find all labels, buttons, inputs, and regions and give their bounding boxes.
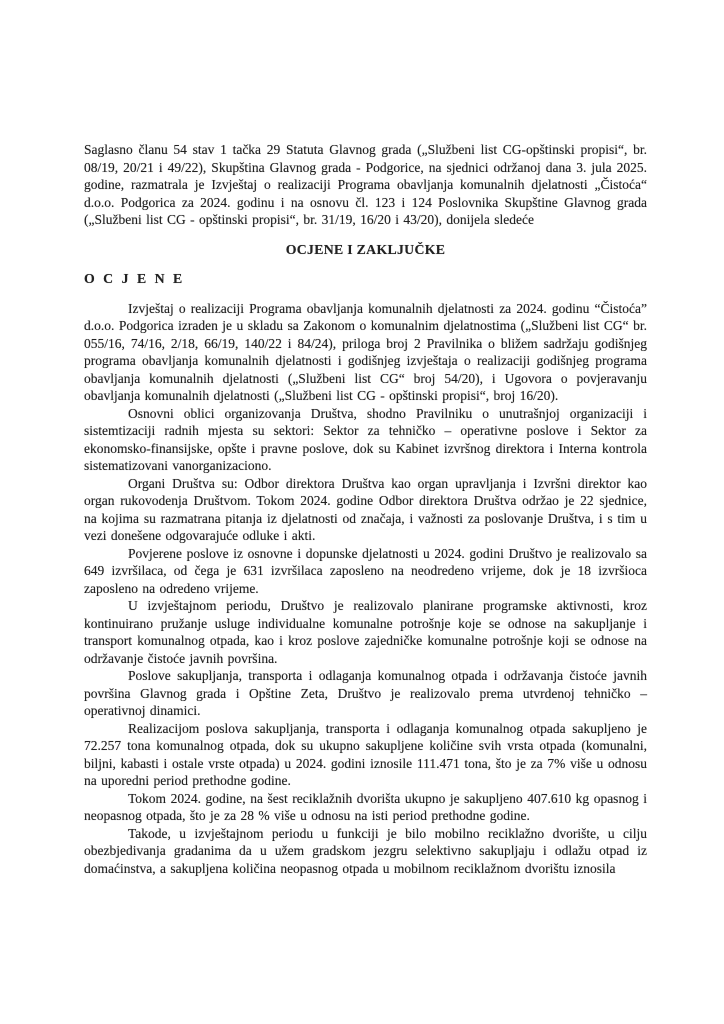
body-paragraph-employees: Povjerene poslove iz osnovne i dopunske djelatnosti u 2024. godini Društvo je realizovalo sa 649 izvršilaca, od čega je 631 izvršilaca zaposleno na neodredeno vrijeme, dok je 18 izvršioca zaposleno na odredeno vrijeme. xyxy=(84,545,647,596)
body-paragraph-report-basis: Izvještaj o realizaciji Programa obavljanja komunalnih djelatnosti za 2024. godinu “Čistoća” d.o.o. Podgorica izraden je u skladu sa Zakonom o komunalnim djelatnostima („Službeni list CG“ br. 055/16, 74/16, 2/18, 66/19, 140/22 i 84/24), priloga broj 2 Pravilnika o bližem sadržaju godišnjeg programa obavljanja komunalnih djelatnosti i godišnjeg izvještaja o realizaciji godišnjeg programa obavljanja komunalnih djelatnosti („Službeni list CG“ broj 54/20), i Ugovora o povjeravanju obavljanja komunalnih djelatnosti („Službeni list CG - opštinski propisi“, broj 16/20). xyxy=(84,300,647,403)
body-paragraph-waste-tonnage: Realizacijom poslova sakupljanja, transporta i odlaganja komunalnog otpada sakupljeno je 72.257 tona komunalnog otpada, dok su ukupno sakupljene količine svih vrsta otpada (komunalni, biljni, kabasti i ostale vrste otpada) u 2024. godini iznosile 111.471 tona, što je za 7% više u odnosu na uporedni period prethodne godine. xyxy=(84,720,647,788)
section-title-ocjene: O C J E N E xyxy=(84,270,185,286)
intro-paragraph: Saglasno članu 54 stav 1 tačka 29 Statuta Glavnog grada („Službeni list CG-opštinski propisi“, br. 08/19, 20/21 i 49/22), Skupština Glavnog grada - Podgorice, na sjednici održanoj dana 3. jula 2025. godine, razmatrala je Izvještaj o realizaciji Programa obavljanja komunalnih djelatnosti „Čistoća“ d.o.o. Podgorica za 2024. godinu i na osnovu čl. 123 i 124 Poslovnika Skupštine Glavnog grada („Službeni list CG - opštinski propisi“, br. 31/19, 16/20 i 43/20), donijela sledeće xyxy=(84,142,647,227)
body-paragraph-organs: Organi Društva su: Odbor direktora Društva kao organ upravljanja i Izvršni direktor kao organ rukovodenja Društvom. Tokom 2024. godine Odbor direktora Društva održao je 22 sjednice, na kojima su razmatrana pitanja iz djelatnosti od značaja, i važnosti za poslovanje Društva, i s tim u vezi donešene odgovarajuće odluke i akti. xyxy=(84,475,647,543)
body-paragraph-activities: U izvještajnom periodu, Društvo je realizovalo planirane programske aktivnosti, kroz kontinuirano pružanje usluge individualne komunalne potrošnje koje se odnose na sakupljanje i transport komunalnog otpada, kao i kroz poslove zajedničke komunalne potrošnje koji se odnose na održavanje čistoće javnih površina. xyxy=(84,598,647,666)
document-heading: OCJENE I ZAKLJUČKE xyxy=(285,241,446,257)
body-paragraph-organization: Osnovni oblici organizovanja Društva, shodno Pravilniku o unutrašnjoj organizaciji i sistemtizaciji radnih mjesta su sektori: Sektor za tehničko – operativne poslove i Sektor za ekonomsko-finansijske, opšte i pravne poslove, dok su Kabinet izvršnog direktora i Interna kontrola sistematizovani vanorganizaciono. xyxy=(84,405,647,473)
body-paragraph-mobile-yard: Takode, u izvještajnom periodu u funkciji je bilo mobilno reciklažno dvorište, u cilju obezbjedivanja gradanima da u užem gradskom jezgru selektivno sakupljaju i odlažu otpad iz domaćinstva, a sakupljena količina neopasnog otpada u mobilnom reciklažnom dvorištu iznosila xyxy=(84,825,647,876)
body-paragraph-recycling-yards: Tokom 2024. godine, na šest reciklažnih dvorišta ukupno je sakupljeno 407.610 kg opasnog i neopasnog otpada, što je za 28 % više u odnosu na isti period prethodne godine. xyxy=(84,790,647,823)
body-paragraph-collection-areas: Poslove sakupljanja, transporta i odlaganja komunalnog otpada i održavanja čistoće javnih površina Glavnog grada i Opštine Zeta, Društvo je realizovalo prema utvrdenoj tehničko – operativnoj dinamici. xyxy=(84,668,647,718)
document-body xyxy=(84,300,647,878)
